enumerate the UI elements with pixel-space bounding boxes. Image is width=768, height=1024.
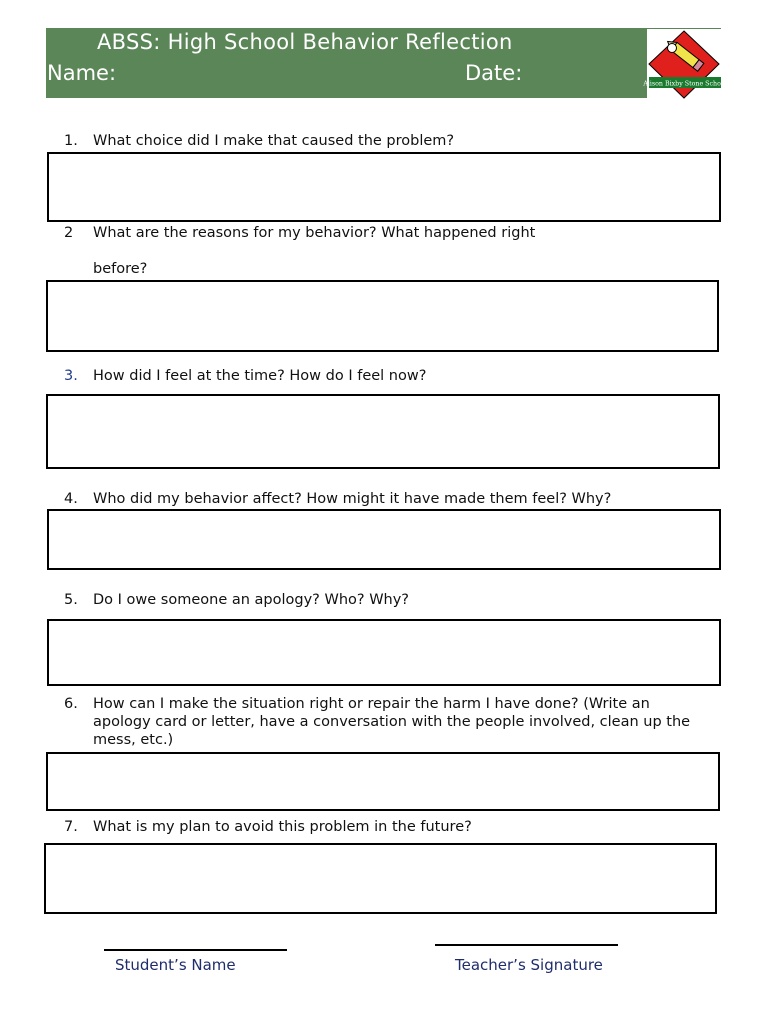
question-text: What choice did I make that caused the problem? [93,133,455,149]
date-label: Date: [465,61,523,85]
teacher-signature-label: Teacher’s Signature [455,956,603,974]
name-label: Name: [47,61,117,85]
question-text-continued: apology card or letter, have a conversation with the people involved, clean up the [93,714,691,730]
school-logo [643,28,727,98]
answer-box-1[interactable] [47,152,721,222]
question-text: What is my plan to avoid this problem in the future? [93,819,472,835]
question-4 [64,490,724,510]
answer-box-6[interactable] [46,752,720,811]
answer-box-2[interactable] [46,280,719,352]
question-text: How did I feel at the time? How do I feel now? [93,368,427,384]
student-name-label: Student’s Name [115,956,236,974]
question-number: 2 [64,225,74,241]
answer-box-7[interactable] [44,843,717,914]
question-text: How can I make the situation right or repair the harm I have done? (Write an [93,696,650,712]
question-text: What are the reasons for my behavior? What happened right [93,225,536,241]
page-title: ABSS: High School Behavior Reflection [97,30,513,54]
question-number: 6. [64,696,78,712]
answer-box-5[interactable] [47,619,721,686]
question-3 [64,367,724,387]
question-text-continued: before? [93,261,148,277]
answer-box-4[interactable] [47,509,721,570]
question-text-continued: mess, etc.) [93,732,174,748]
question-text: Who did my behavior affect? How might it have made them feel? Why? [93,491,612,507]
teacher-signature-line[interactable] [435,944,618,946]
question-number: 5. [64,592,78,608]
question-1 [64,132,724,152]
student-name-line[interactable] [104,949,287,951]
question-text: Do I owe someone an apology? Who? Why? [93,592,409,608]
question-5 [64,591,724,611]
question-7 [64,818,724,838]
question-number: 1. [64,133,78,149]
question-number: 4. [64,491,78,507]
logo-text: Alison Bixby Stone School [643,80,727,88]
question-number: 7. [64,819,78,835]
answer-box-3[interactable] [46,394,720,469]
question-number: 3. [64,368,78,384]
question-6 [64,695,754,751]
question-2 [64,224,724,280]
header-banner [46,28,647,98]
